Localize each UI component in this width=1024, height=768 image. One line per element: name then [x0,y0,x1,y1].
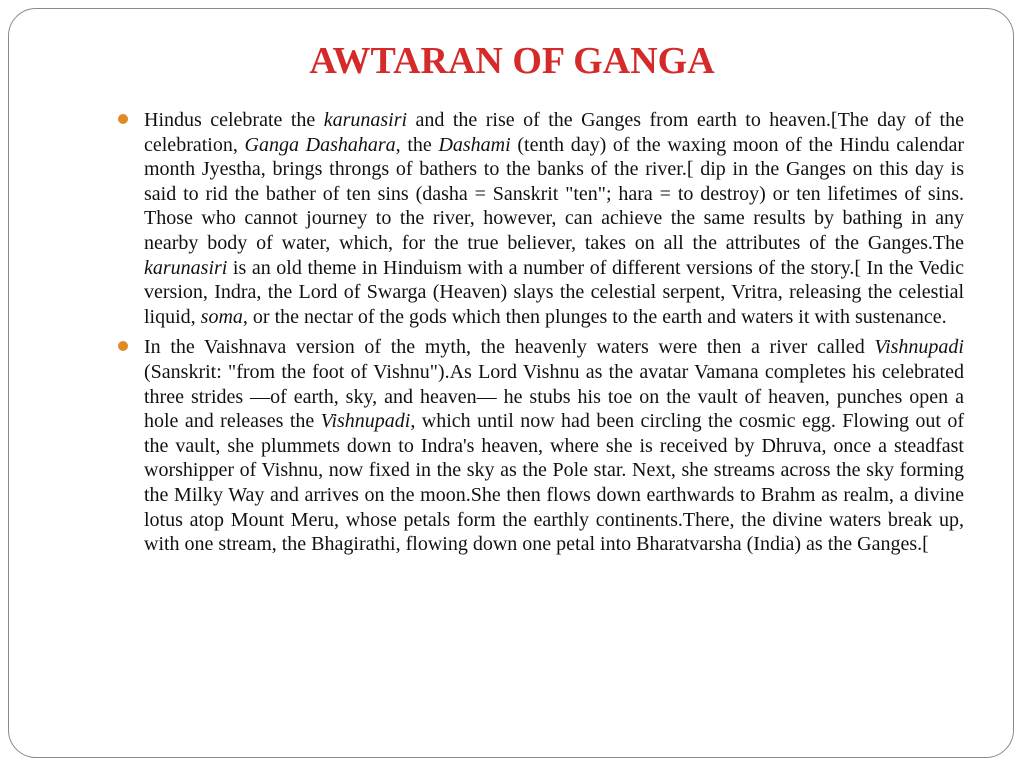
text-run: , the [395,133,439,156]
text-run: Hindus celebrate the [144,109,324,131]
text-run: (tenth day) of the waxing moon of the Hindu calendar month Jyestha, brings throngs of bathers to the banks of the river.[ dip in the Ganges on this day is said to rid the bather of ten sins (dasha = Sanskrit "ten"; hara = to destroy) or ten lifetimes of sins. Those who cannot journey to the river, however, can achieve the same results by bathing in any nearby body of water, which, for the true believer, takes on all the attributes of the Ganges.The [144,133,964,254]
bullet-paragraph-1 [118,108,964,329]
italic-term: karunasiri [323,109,408,131]
bullet-dot-icon [118,114,128,124]
slide-body [118,108,964,563]
bullet-paragraph-2 [118,335,964,556]
bullet-dot-icon [118,341,128,351]
italic-term: Vishnupadi [320,410,411,433]
text-run: and the rise of the Ganges from earth to heaven.[The day of the celebration, [144,109,964,156]
text-run: is an old theme in Hinduism with a number of different versions of the story.[ In the Vedic version, Indra, the Lord of Swarga (Heaven) slays the celestial serpent, Vritra, releasing the celestial liquid, [144,256,964,328]
text-run: In the Vaishnava version of the myth, the heavenly waters were then a river called [144,336,875,359]
text-run: (Sanskrit: "from the foot of Vishnu").As Lord Vishnu as the avatar Vamana completes his celebrated three strides —of earth, sky, and heaven— he stubs his toe on the vault of heaven, punches open a hole and releases the [144,360,964,433]
text-run: , or the nectar of the gods which then plunges to the earth and waters it with sustenance. [242,305,947,328]
italic-term: Dashami [438,133,511,156]
italic-term: karunasiri [144,256,228,279]
text-run: , which until now had been circling the cosmic egg. Flowing out of the vault, she plummets down to Indra's heaven, where she is received by Dhruva, once a steadfast worshipper of Vishnu, now fixed in the sky as the Pole star. Next, she streams across the sky forming the Milky Way and arrives on the moon.She then flows down earthwards to Brahm as realm, a divine lotus atop Mount Meru, whose petals form the earthly continents.There, the divine waters break up, with one stream, the Bhagirathi, flowing down one petal into Bharatvarsha (India) as the Ganges.[ [144,410,964,556]
italic-term: soma [200,305,243,328]
italic-term: Vishnupadi [874,336,964,359]
slide-title: AWTARAN OF GANGA [309,40,715,82]
italic-term: Ganga Dashahara [244,133,396,156]
